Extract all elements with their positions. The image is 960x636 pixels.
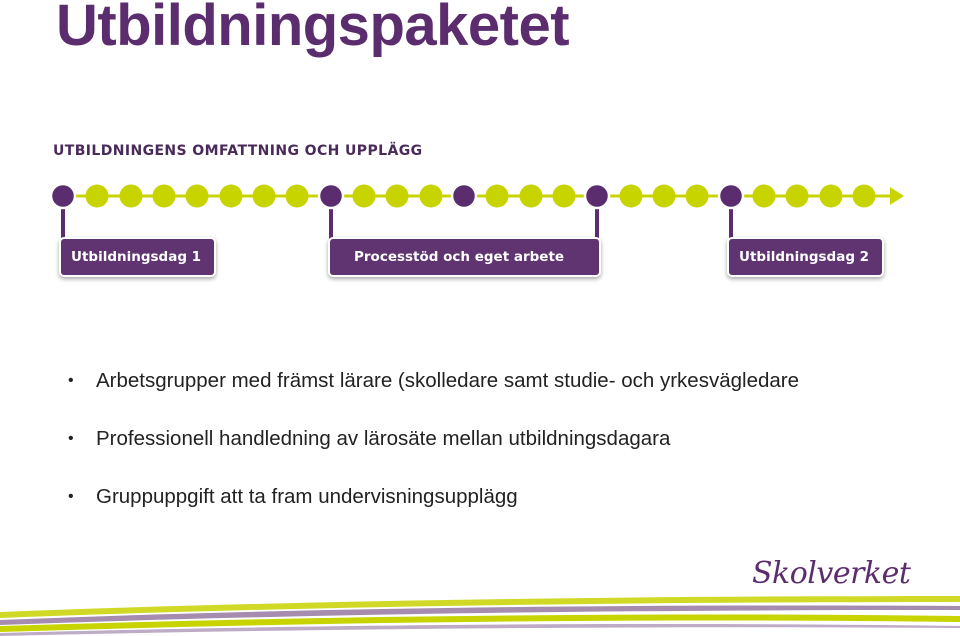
bullet-list (68, 366, 868, 540)
timeline-dot (286, 185, 309, 208)
timeline-dot (253, 185, 276, 208)
timeline-dot (353, 185, 376, 208)
bullet-marker: • (68, 430, 74, 447)
phase-processtod: Processtöd och eget arbete (330, 239, 599, 275)
bullet-marker: • (68, 488, 74, 505)
timeline-dot (753, 185, 776, 208)
timeline-dot (120, 185, 143, 208)
timeline-dot (186, 185, 209, 208)
timeline-dot (653, 185, 676, 208)
timeline-dot (686, 185, 709, 208)
bullet-item (68, 424, 868, 453)
bullet-item (68, 366, 868, 395)
timeline-dot (420, 185, 443, 208)
phase-utbildningsdag-2: Utbildningsdag 2 (729, 239, 882, 275)
timeline-dot (86, 185, 109, 208)
milestone-dot (319, 184, 343, 208)
milestone-dot (452, 184, 476, 208)
timeline-dot (153, 185, 176, 208)
bullet-text: Arbetsgrupper med främst lärare (skolledare samt studie- och yrkesvägledare (96, 369, 799, 392)
slide-title: Utbildningspaketet (56, 0, 570, 58)
timeline-arrowhead (890, 187, 904, 205)
timeline-dot (786, 185, 809, 208)
timeline-dot (853, 185, 876, 208)
timeline-dot (520, 185, 543, 208)
timeline-dot (386, 185, 409, 208)
milestone-dot (51, 184, 75, 208)
timeline-dot (220, 185, 243, 208)
skolverket-logo: Skolverket (752, 556, 911, 591)
section-subtitle: UTBILDNINGENS OMFATTNING OCH UPPLÄGG (53, 143, 423, 159)
bullet-text: Gruppuppgift att ta fram undervisningsupplägg (96, 485, 518, 508)
footer-swoosh-graphic (0, 590, 960, 636)
milestone-dot (585, 184, 609, 208)
timeline-dot (553, 185, 576, 208)
timeline-dot (820, 185, 843, 208)
bullet-marker: • (68, 372, 74, 389)
timeline-dot (620, 185, 643, 208)
milestone-dot (719, 184, 743, 208)
phase-utbildningsdag-1: Utbildningsdag 1 (61, 239, 214, 275)
timeline-dot (486, 185, 509, 208)
bullet-text: Professionell handledning av lärosäte mellan utbildningsdagara (96, 427, 671, 450)
bullet-item (68, 482, 868, 511)
